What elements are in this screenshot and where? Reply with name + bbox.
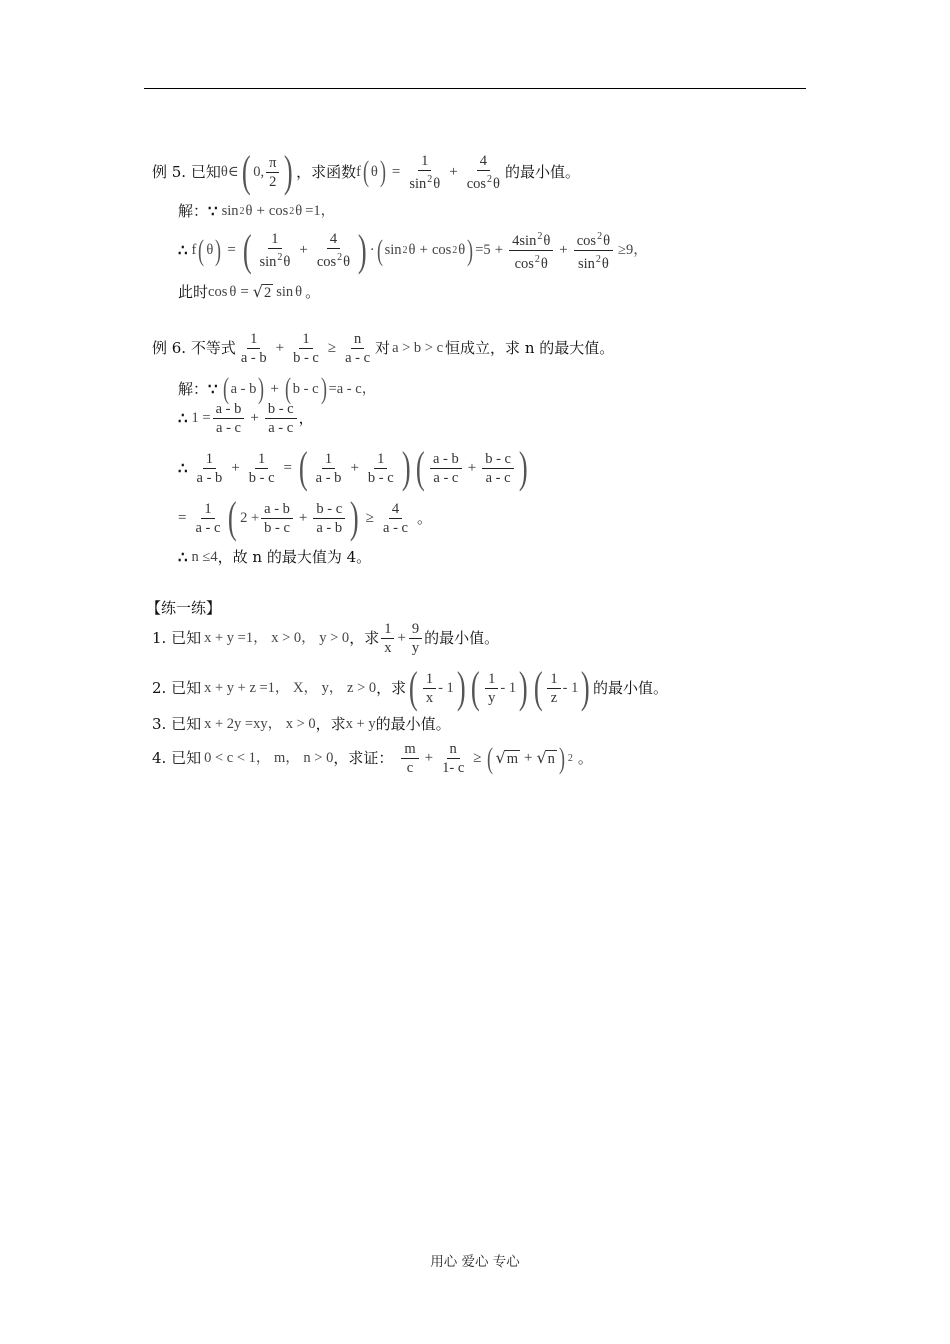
fraction-pi-over-2: $\frac{\pi}{2}$ [266,154,279,191]
practice-item-2: 2. 已知 x + y + z =1， X， y， z > 0 ，求 ( $\frac{1}{x}$ - 1 ) ( $\frac{1}{y}$ - 1 ) ( $\frac{1}{z}$ - 1 ) 的最小值。 [152,663,669,712]
example-6-solution-line-4: = $\frac{1}{a - c}$ ( 2 + $\frac{a - b}{b - c}$ + $\frac{b - c}{a - b}$ ) ≥ $\frac{4}{a - c}$ 。 [178,493,432,542]
practice-item-3: 3. 已知 x + 2y =xy， x > 0 ，求 x + y 的最小值。 [152,715,451,733]
example-6-solution-line-2: ∴ 1 = $\frac{a - b}{a - c}$ + $\frac{b - c}{a - c}$ ， [178,401,314,436]
example-5-solution-line-1: 解： ∵ sin 2 θ + cos 2 θ =1， [178,202,336,220]
example-5-solution-line-3: 此时 cos θ = √ 2 sin θ 。 [178,282,321,301]
example-5-solution-line-2: ∴ f ( θ ) = ( $\frac{1}{\sin^2\theta}$ + $\frac{4}{\cos^2\theta}$ ) · ( sin 2 θ + cos 2 θ ) =5 + $\frac{4\sin^2\theta}{\cos^2\theta}$ + $\frac{\cos^2\theta}{\sin^2\theta}$ ≥9， [178,225,648,275]
practice-heading: 【练一练】 [146,599,222,617]
header-rule [144,88,806,89]
example-6-solution-line-3: ∴ $\frac{1}{a - b}$ + $\frac{1}{b - c}$ = ( $\frac{1}{a - b}$ + $\frac{1}{b - c}$ ) ( $\frac{a - b}{a - c}$ + $\frac{b - c}{a - c}$ ) [178,443,528,492]
example-6-solution-line-5: ∴ n ≤4 ，故 n 的最大值为 4。 [178,548,372,566]
fraction-4-over-cos2: $\frac{4}{\cos^2\theta}$ [466,152,500,192]
example-6-statement: 例 6. 不等式 $\frac{1}{a - b}$ + $\frac{1}{b - c}$ ≥ $\frac{n}{a - c}$ 对 a > b > c 恒成立，求 n 的最大值。 [152,331,615,366]
page-footer: 用心 爱心 专心 [430,1254,520,1270]
fraction-1-over-sin2: $\frac{1}{\sin^2\theta}$ [409,152,441,192]
practice-item-1: 1. 已知 x + y =1， x > 0， y > 0 ，求 $\frac{1}{x}$ + $\frac{9}{y}$ 的最小值。 [152,621,500,656]
sqrt-2: √ 2 [252,282,272,301]
practice-item-4: 4. 已知 0 < c < 1， m， n > 0 ，求证： $\frac{m}{c}$ + $\frac{n}{1- c}$ ≥ ( √ m + √ n ) 2 。 [152,741,593,776]
example-5-statement: 例 5. 已知 θ ∈ ( 0, $\frac{\pi}{2}$ ) ，求函数 f ( θ ) = $\frac{1}{\sin^2\theta}$ + $\frac{4}{\cos^2\theta}$ 的最小值。 [152,147,580,196]
example-6-solution-line-1: 解： ∵ ( a - b ) + ( b - c ) =a - c， [178,372,377,405]
